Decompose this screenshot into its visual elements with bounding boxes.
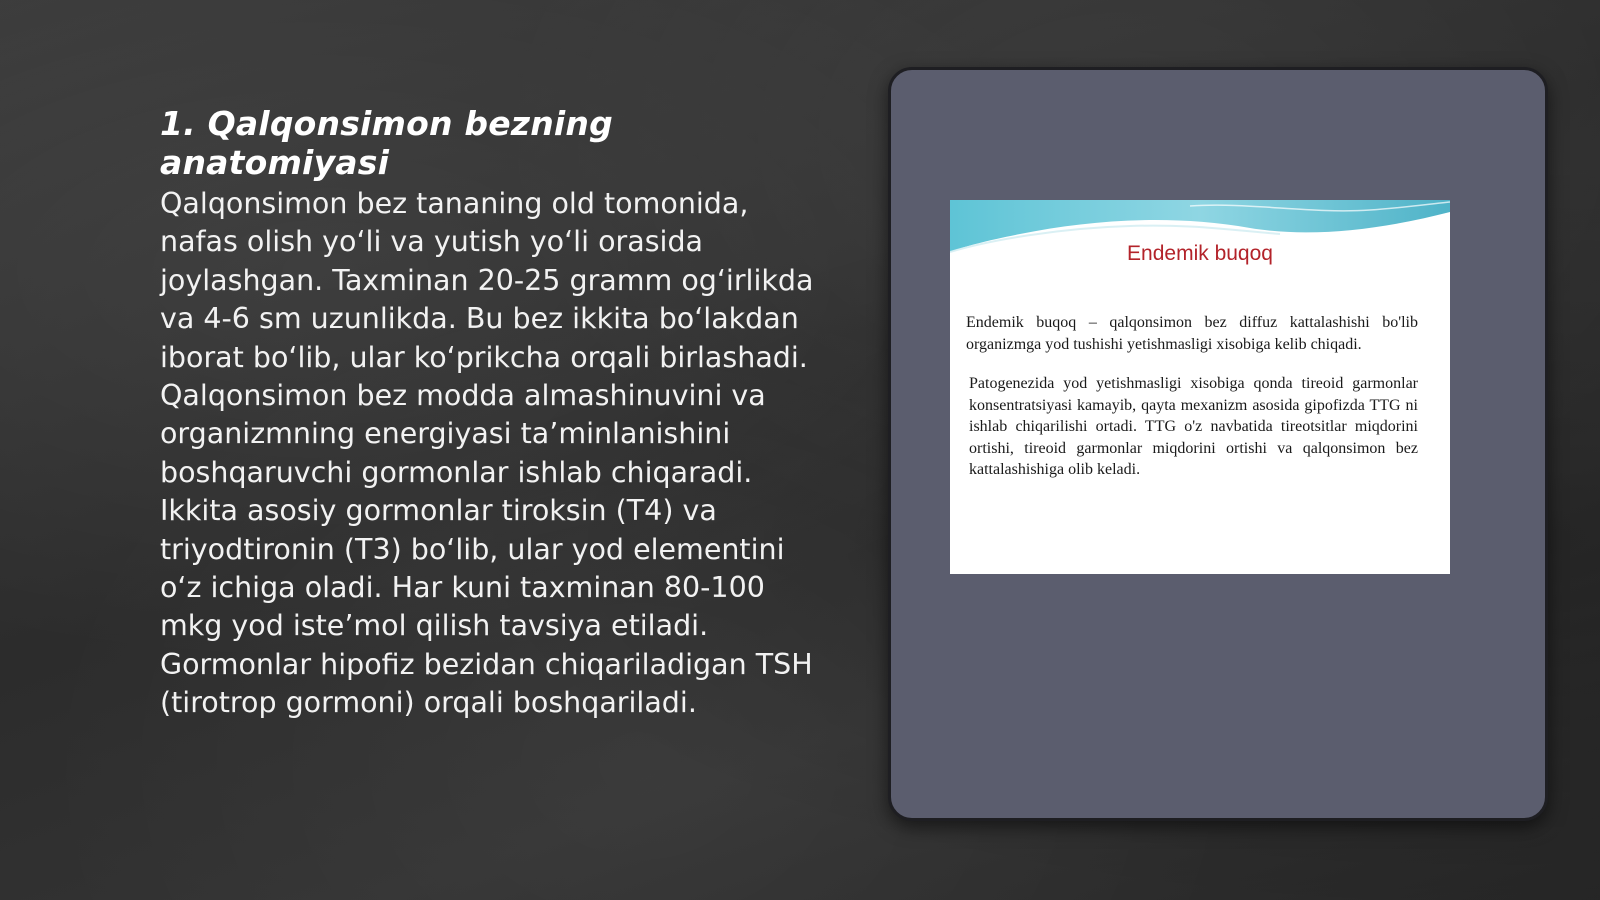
embedded-paragraph-1: Endemik buqoq – qalqonsimon bez diffuz kattalashishi bo'lib organizmga yod tushishi yetishmasligi xisobiga kelib chiqadi. (966, 314, 1418, 353)
slide-title: 1. Qalqonsimon bezning anatomiyasi (160, 104, 613, 182)
slide-body-text: Qalqonsimon bez tananing old tomonida, nafas olish yo‘li va yutish yo‘li orasida joylashgan. Taxminan 20-25 gramm og‘irlikda va 4-6 sm uzunlikda. Bu bez ikkita bo‘lakdan iborat bo‘lib, ular ko‘prikcha orqali birlashadi. Qalqonsimon bez modda almashinuvini va organizmning energiyasi ta’minlanishini boshqaruvchi gormonlar ishlab chiqaradi. Ikkita asosiy gormonlar tiroksin (T4) va triyodtironin (T3) bo‘lib, ular yod elementini o‘z ichiga oladi. Har kuni taxminan 80-100 mkg yod iste’mol qilish tavsiya etiladi. Gormonlar hipofiz bezidan chiqariladigan TSH (tirotrop gormoni) orqali boshqariladi. (160, 187, 814, 720)
embedded-slide-title: Endemik buqoq (1127, 242, 1273, 265)
embedded-slide-image (950, 200, 1450, 574)
embedded-paragraph-2: Patogenezida yod yetishmasligi xisobiga qonda tireoid garmonlar konsentratsiyasi kamayib, qayta mexanizm asosida gipofizda TTG ni ishlab chiqarilishi ortadi. TTG o'z navbatida tireotsitlar miqdorini ortishi, tireoid garmonlar miqdorini ortishi va qalqonsimon bez kattalashishiga olib keladi. (969, 375, 1418, 478)
